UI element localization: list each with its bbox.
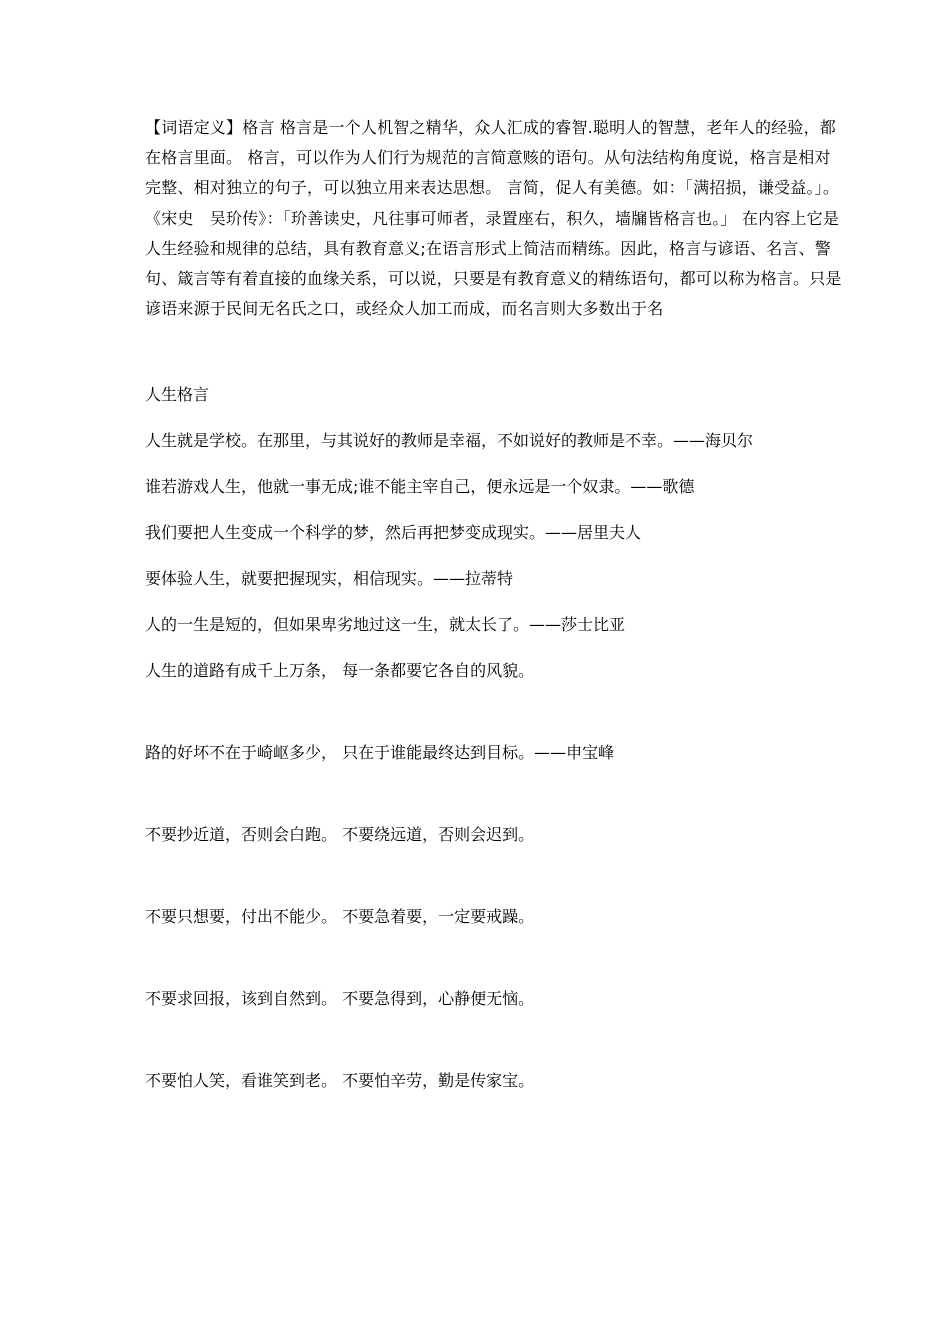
quote-item: 人生的道路有成千上万条， 每一条都要它各自的风貌。 bbox=[145, 661, 535, 681]
section-title: 人生格言 bbox=[145, 385, 210, 405]
quote-item: 人生就是学校。在那里，与其说好的教师是幸福，不如说好的教师是不幸。——海贝尔 bbox=[145, 431, 754, 451]
quote-item: 谁若游戏人生，他就一事无成;谁不能主宰自己，便永远是一个奴隶。——歌德 bbox=[145, 477, 695, 497]
quote-item: 路的好坏不在于崎岖多少， 只在于谁能最终达到目标。——申宝峰 bbox=[145, 743, 615, 763]
quote-item: 不要怕人笑，看谁笑到老。 不要怕辛劳，勤是传家宝。 bbox=[145, 1071, 535, 1091]
quote-item: 不要求回报，该到自然到。 不要急得到，心静便无恼。 bbox=[145, 989, 535, 1009]
quote-item: 我们要把人生变成一个科学的梦，然后再把梦变成现实。——居里夫人 bbox=[145, 523, 642, 543]
quote-item: 不要只想要，付出不能少。 不要急着要，一定要戒躁。 bbox=[145, 907, 535, 927]
document-page bbox=[145, 113, 845, 1096]
quote-item: 不要抄近道，否则会白跑。 不要绕远道，否则会迟到。 bbox=[145, 825, 535, 845]
definition-paragraph: 【词语定义】格言 格言是一个人机智之精华，众人汇成的睿智.聪明人的智慧，老年人的经验，都在格言里面。 格言，可以作为人们行为规范的言简意赅的语句。从句法结构角度说，格言是相对完整、相对独立的句子，可以独立用来表达思想。 言简，促人有美德。如：「满招损，谦受益。」。《宋史 吴玠传》：「玠善读史，凡往事可师者，录置座右，积久，墙牖皆格言也。」 在内容上它是人生经验和规律的总结，具有教育意义;在语言形式上简洁而精练。因此，格言与谚语、名言、警句、箴言等有着直接的血缘关系，可以说，只要是有教育意义的精练语句，都可以称为格言。只是谚语来源于民间无名氏之口，或经众人加工而成，而名言则大多数出于名 bbox=[145, 118, 842, 319]
quote-item: 要体验人生，就要把握现实，相信现实。——拉蒂特 bbox=[145, 569, 514, 589]
quote-item: 人的一生是短的，但如果卑劣地过这一生，就太长了。——莎士比亚 bbox=[145, 615, 626, 635]
